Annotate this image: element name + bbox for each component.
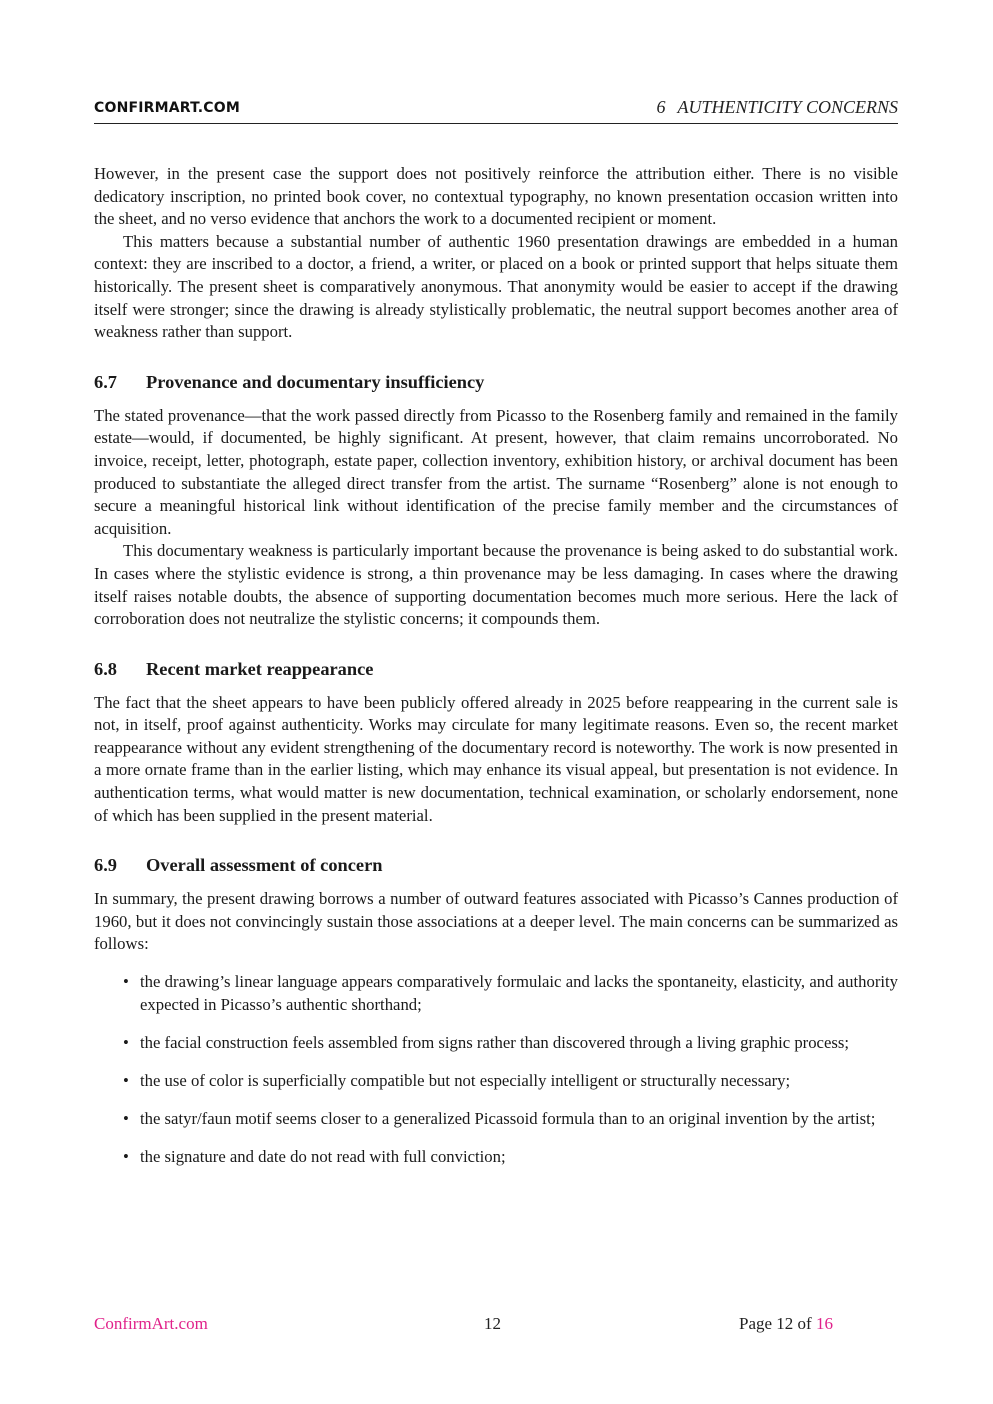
bullet-icon: • xyxy=(123,972,129,992)
paragraph: This documentary weakness is particularly important because the provenance is being asked to do substantial work. In cases where the stylistic evidence is strong, a thin provenance may be less damaging. In cases where the drawing itself raises notable doubts, the absence of supporting documentation becomes much more serious. Here the lack of corroboration does not neutralize the stylistic concerns; it compounds them. xyxy=(94,541,898,629)
paragraph: The stated provenance—that the work passed directly from Picasso to the Rosenberg family and remained in the family estate—would, if documented, be highly significant. At present, however, that claim remains uncorroborated. No invoice, receipt, letter, photograph, estate paper, collection inventory, exhibition history, or archival document has been produced to substantiate the alleged direct transfer from the artist. The surname “Rosenberg” alone is not enough to secure a meaningful historical link without identification of the precise family member and the circumstances of acquisition. xyxy=(94,405,898,538)
section-heading-6-7 xyxy=(94,369,898,395)
section-title: Overall assessment of concern xyxy=(146,855,383,876)
bullet-icon: • xyxy=(123,1070,129,1090)
section-number: 6.9 xyxy=(94,855,117,876)
list-item-text: the drawing’s linear language appears comparatively formulaic and lacks the spontaneity, elasticity, and authority expected in Picasso’s authentic shorthand; xyxy=(140,972,898,1014)
paragraph: However, in the present case the support does not positively reinforce the attribution either. There is no visible dedicatory inscription, no printed book cover, no contextual typography, no known presentation occasion written into the sheet, and no verso evidence that anchors the work to a documented recipient or moment. xyxy=(94,164,898,229)
list-item xyxy=(123,1070,898,1093)
running-head-number: 6 xyxy=(656,97,666,117)
section-heading-6-9 xyxy=(94,852,898,878)
list-item xyxy=(123,1032,898,1055)
site-logo: CONFIRMART.COM xyxy=(94,100,241,116)
bullet-icon: • xyxy=(123,1032,129,1052)
paragraph: In summary, the present drawing borrows a number of outward features associated with Picasso’s Cannes production of 1960, but it does not convincingly sustain those associations at a deeper level. The main concerns can be summarized as follows: xyxy=(94,889,898,954)
footer-site-link[interactable]: ConfirmArt.com xyxy=(94,1314,208,1333)
paragraph: The fact that the sheet appears to have been publicly offered already in 2025 before reappearing in the current sale is not, in itself, proof against authenticity. Works may circulate for many legitimate reasons. Even so, the recent market reappearance without any evident strengthening of the documentary record is noteworthy. The work is now presented in a more ornate frame than in the earlier listing, which may enhance its visual appeal, but presentation is not evidence. In authentication terms, what would matter is new documentation, technical examination, or scholarly endorsement, none of which has been supplied in the present material. xyxy=(94,692,898,825)
running-head xyxy=(656,97,898,118)
list-item-text: the facial construction feels assembled from signs rather than discovered through a living graphic process; xyxy=(140,1032,849,1052)
bullet-icon: • xyxy=(123,1108,129,1128)
list-item xyxy=(123,1146,898,1169)
page-of-prefix: Page 12 of xyxy=(739,1314,812,1333)
list-item-text: the satyr/faun motif seems closer to a generalized Picassoid formula than to an original invention by the artist; xyxy=(140,1108,876,1128)
concerns-list xyxy=(94,971,898,1168)
list-item xyxy=(123,971,898,1016)
section-heading-6-8 xyxy=(94,656,898,682)
page-header xyxy=(94,97,898,124)
section-number: 6.7 xyxy=(94,371,117,392)
page-total-link[interactable]: 16 xyxy=(815,1314,833,1333)
footer-page-of xyxy=(739,1314,833,1334)
section-title: Recent market reappearance xyxy=(146,658,374,679)
section-number: 6.8 xyxy=(94,658,117,679)
list-item-text: the use of color is superficially compatible but not especially intelligent or structurally necessary; xyxy=(140,1070,791,1090)
list-item-text: the signature and date do not read with full conviction; xyxy=(140,1146,506,1166)
list-item xyxy=(123,1108,898,1131)
footer-page-number: 12 xyxy=(484,1314,501,1333)
paragraph: This matters because a substantial number of authentic 1960 presentation drawings are embedded in a human context: they are inscribed to a doctor, a friend, a writer, or placed on a book or printed support that helps situate them historically. The present sheet is comparatively anonymous. That anonymity would be easier to accept if the drawing itself were stronger; since the drawing is already stylistically problematic, the neutral support becomes another area of weakness rather than support. xyxy=(94,231,898,342)
section-title: Provenance and documentary insufficiency xyxy=(146,371,485,392)
page-content xyxy=(94,163,898,1184)
running-head-title: AUTHENTICITY CONCERNS xyxy=(677,97,898,117)
bullet-icon: • xyxy=(123,1146,129,1166)
